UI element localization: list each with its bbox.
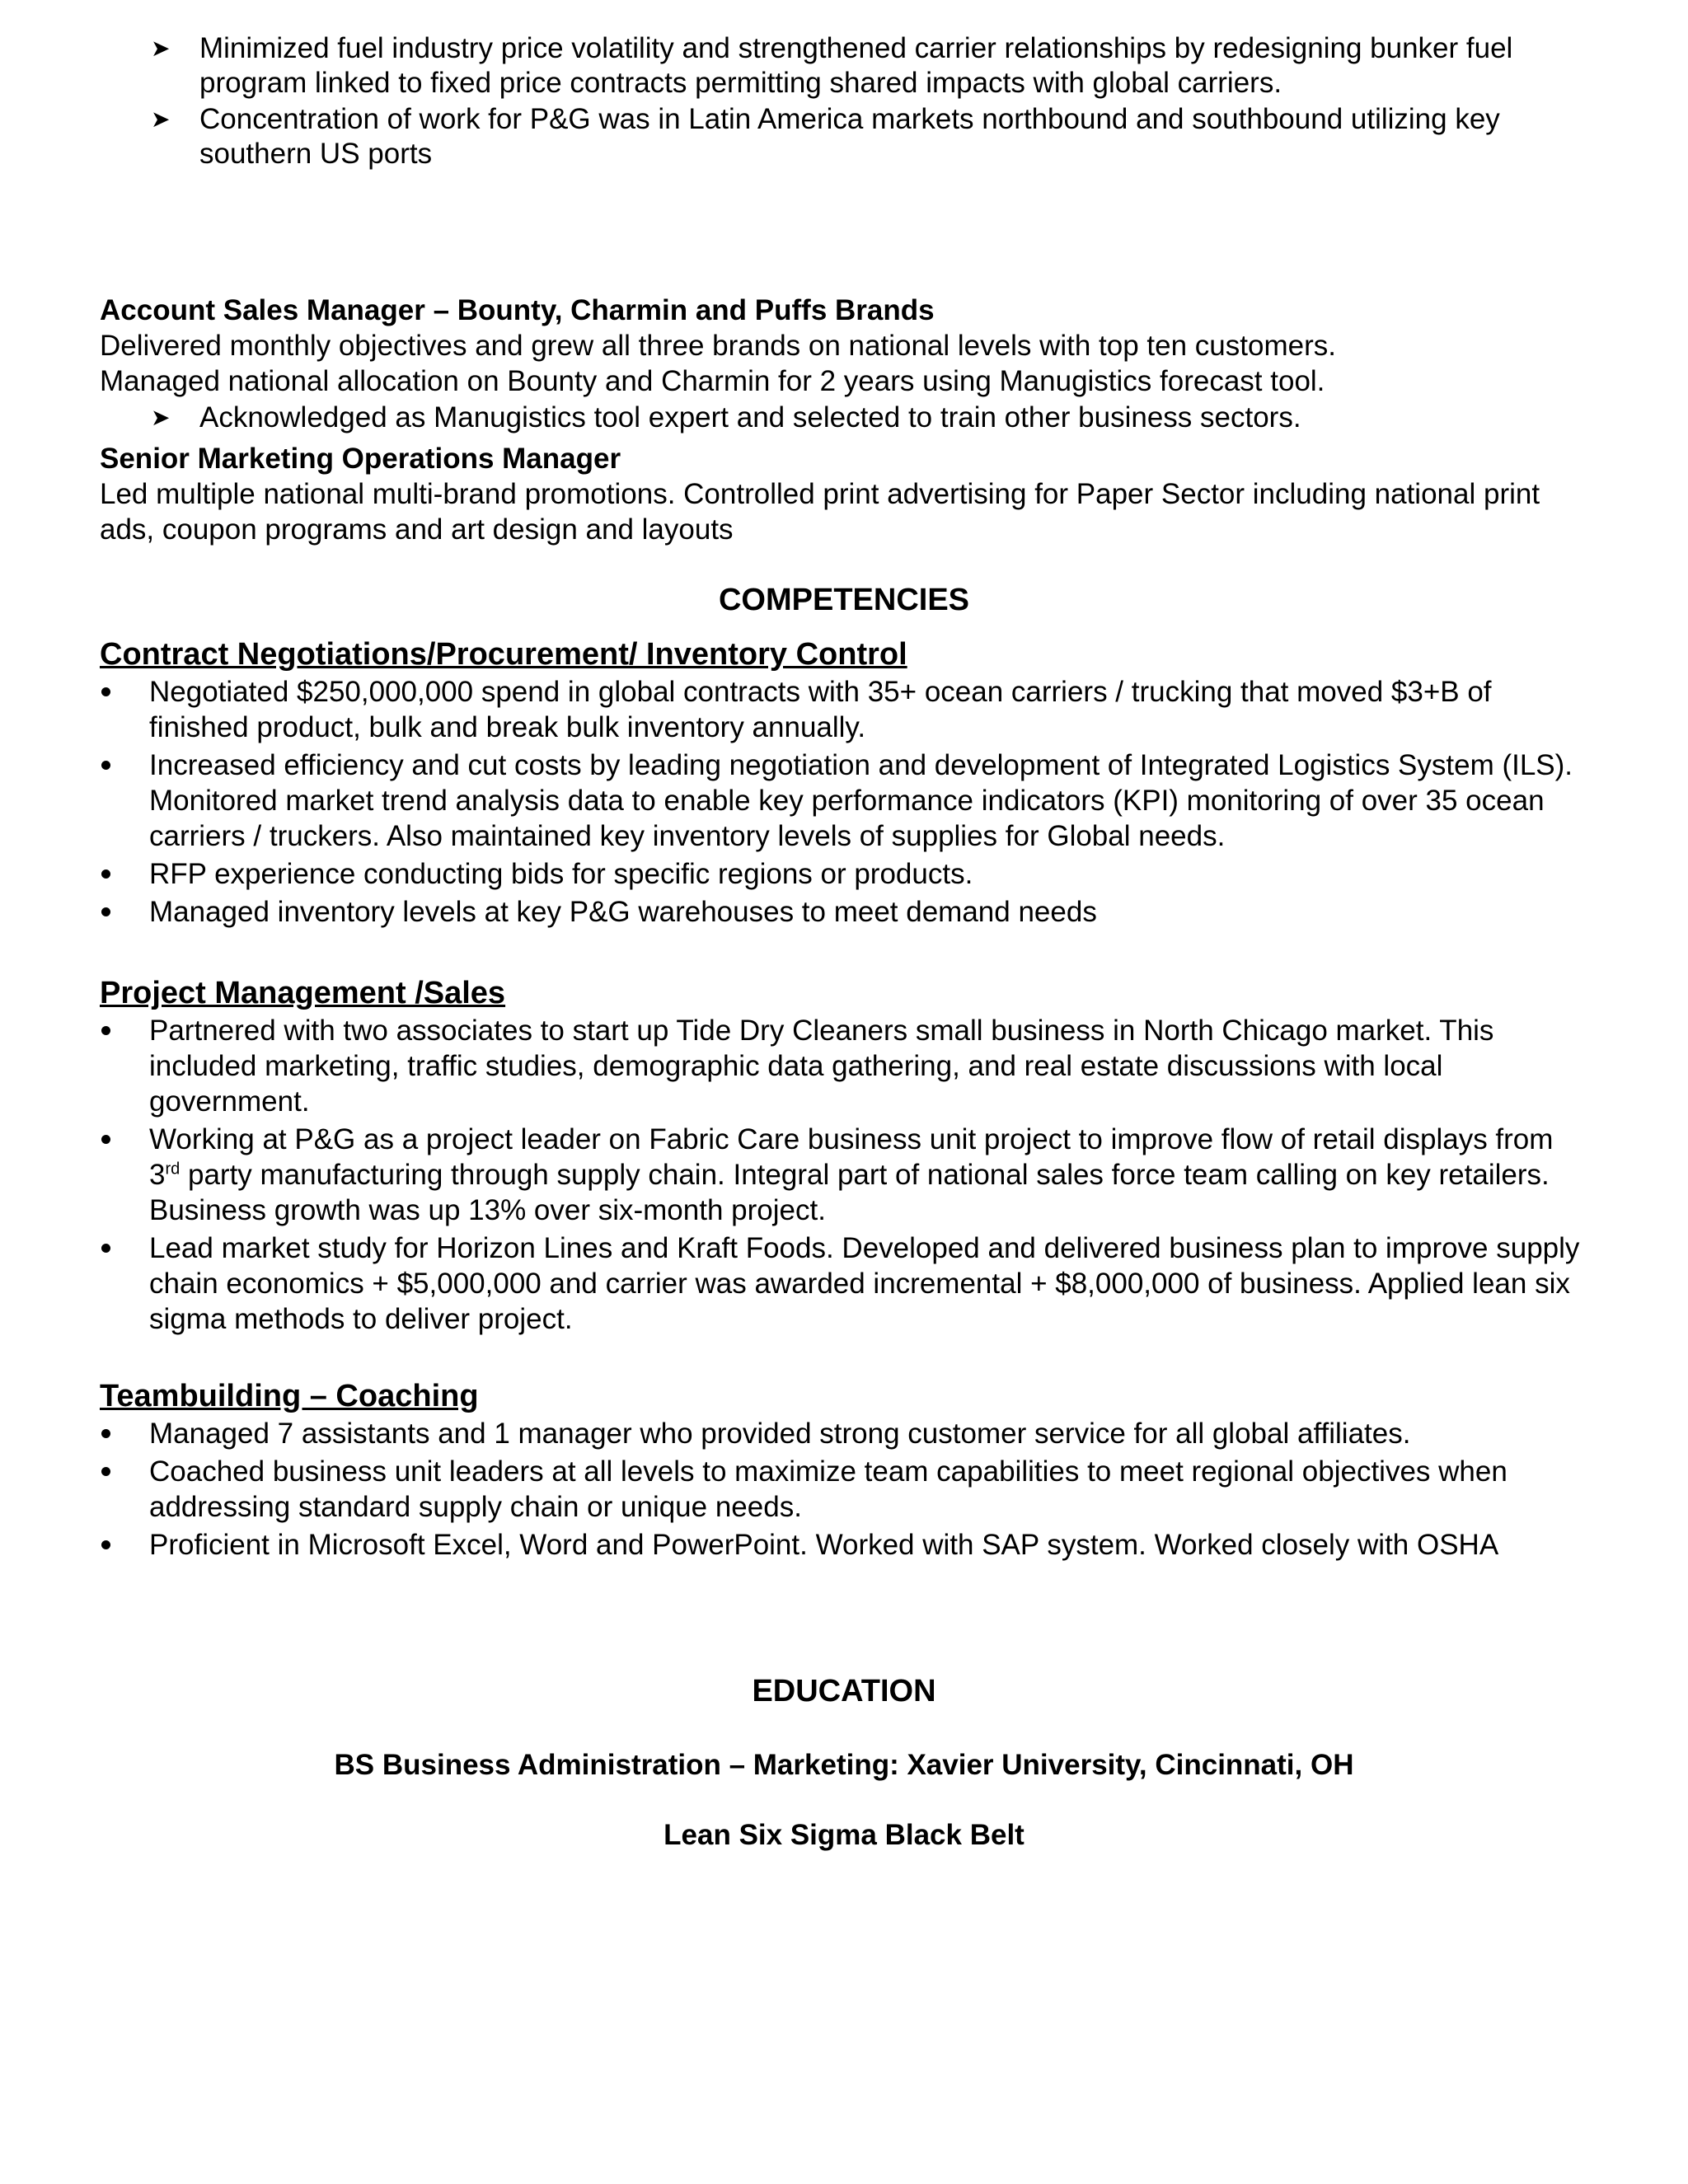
list-item: Negotiated $250,000,000 spend in global contracts with 35+ ocean carriers / trucking that moved $3+B of finished product, bulk and break bulk inventory annually. <box>100 674 1589 745</box>
list-item: Proficient in Microsoft Excel, Word and PowerPoint. Worked with SAP system. Worked closely with OSHA <box>100 1527 1589 1563</box>
job-description: Delivered monthly objectives and grew all three brands on national levels with top ten customers. <box>100 330 1336 362</box>
list-item: Coached business unit leaders at all levels to maximize team capabilities to meet regional objectives when addressing standard supply chain or unique needs. <box>100 1454 1589 1525</box>
teambuilding-section <box>100 1378 1589 1565</box>
list-item: Partnered with two associates to start up Tide Dry Cleaners small business in North Chicago market. This included marketing, traffic studies, demographic data gathering, and real estate discussions with local government. <box>100 1013 1589 1119</box>
section-subheading: Teambuilding – Coaching <box>100 1379 479 1413</box>
arrow-bullet-icon: ➤ <box>151 106 171 132</box>
job-description: Led multiple national multi-brand promotions. Controlled print advertising for Paper Sector including national print ads, coupon programs and art design and layouts <box>100 478 1540 546</box>
bullet-icon <box>101 1429 110 1438</box>
bullet-icon <box>101 1135 110 1144</box>
section-subheading: Contract Negotiations/Procurement/ Inventory Control <box>100 637 907 672</box>
competencies-heading: COMPETENCIES <box>718 583 970 617</box>
list-item: Managed 7 assistants and 1 manager who provided strong customer service for all global affiliates. <box>100 1416 1589 1451</box>
list-item: Increased efficiency and cut costs by leading negotiation and development of Integrated Logistics System (ILS). Monitored market trend analysis data to enable key performance indicators (KPI) monitoring of over 35 ocean carriers / truckers. Also maintained key inventory levels of supplies for Global needs. <box>100 748 1589 854</box>
account-sales-bullets <box>100 401 1589 435</box>
list-item: Lead market study for Horizon Lines and Kraft Foods. Developed and delivered business plan to improve supply chain economics + $5,000,000 and carrier was awarded incremental + $8,000,000 of business. Applied lean six sigma methods to deliver project. <box>100 1230 1589 1337</box>
list-item: ➤ Concentration of work for P&G was in Latin America markets northbound and southbound utilizing key southern US ports <box>151 103 1500 170</box>
list-item: Managed inventory levels at key P&G warehouses to meet demand needs <box>100 894 1589 930</box>
list-item: ➤ Minimized fuel industry price volatility and strengthened carrier relationships by redesigning bunker fuel program linked to fixed price contracts permitting shared impacts with global carriers. <box>151 32 1513 99</box>
certification-line: Lean Six Sigma Black Belt <box>663 1819 1025 1851</box>
list-item: RFP experience conducting bids for specific regions or products. <box>100 856 1589 892</box>
job-description: Managed national allocation on Bounty and Charmin for 2 years using Manugistics forecast tool. <box>100 365 1325 397</box>
education-heading: EDUCATION <box>752 1674 936 1708</box>
bullet-icon <box>101 687 110 696</box>
bullet-icon <box>101 1540 110 1549</box>
bullet-icon <box>101 1026 110 1035</box>
bullet-icon <box>101 761 110 770</box>
bullet-icon <box>101 869 110 879</box>
degree-line: BS Business Administration – Marketing: Xavier University, Cincinnati, OH <box>334 1749 1354 1781</box>
account-sales-section <box>100 293 1589 399</box>
top-bullets <box>100 31 1589 171</box>
job-title: Senior Marketing Operations Manager <box>100 443 621 475</box>
section-subheading: Project Management /Sales <box>100 976 506 1010</box>
contract-section <box>100 636 1589 932</box>
list-item: ➤ Acknowledged as Manugistics tool expert and selected to train other business sectors. <box>151 401 1301 434</box>
arrow-bullet-icon: ➤ <box>151 35 171 61</box>
project-section <box>100 975 1589 1339</box>
bullet-icon <box>101 1244 110 1253</box>
list-item: Working at P&G as a project leader on Fabric Care business unit project to improve flow of retail displays from 3rd party manufacturing through supply chain. Integral part of national sales force team calling on key retailers. Business growth was up 13% over six-month project. <box>100 1122 1589 1228</box>
job-title: Account Sales Manager – Bounty, Charmin and Puffs Brands <box>100 294 935 326</box>
bullet-icon <box>101 1467 110 1476</box>
bullet-icon <box>101 907 110 916</box>
arrow-bullet-icon: ➤ <box>151 405 171 430</box>
senior-marketing-section <box>100 441 1589 547</box>
